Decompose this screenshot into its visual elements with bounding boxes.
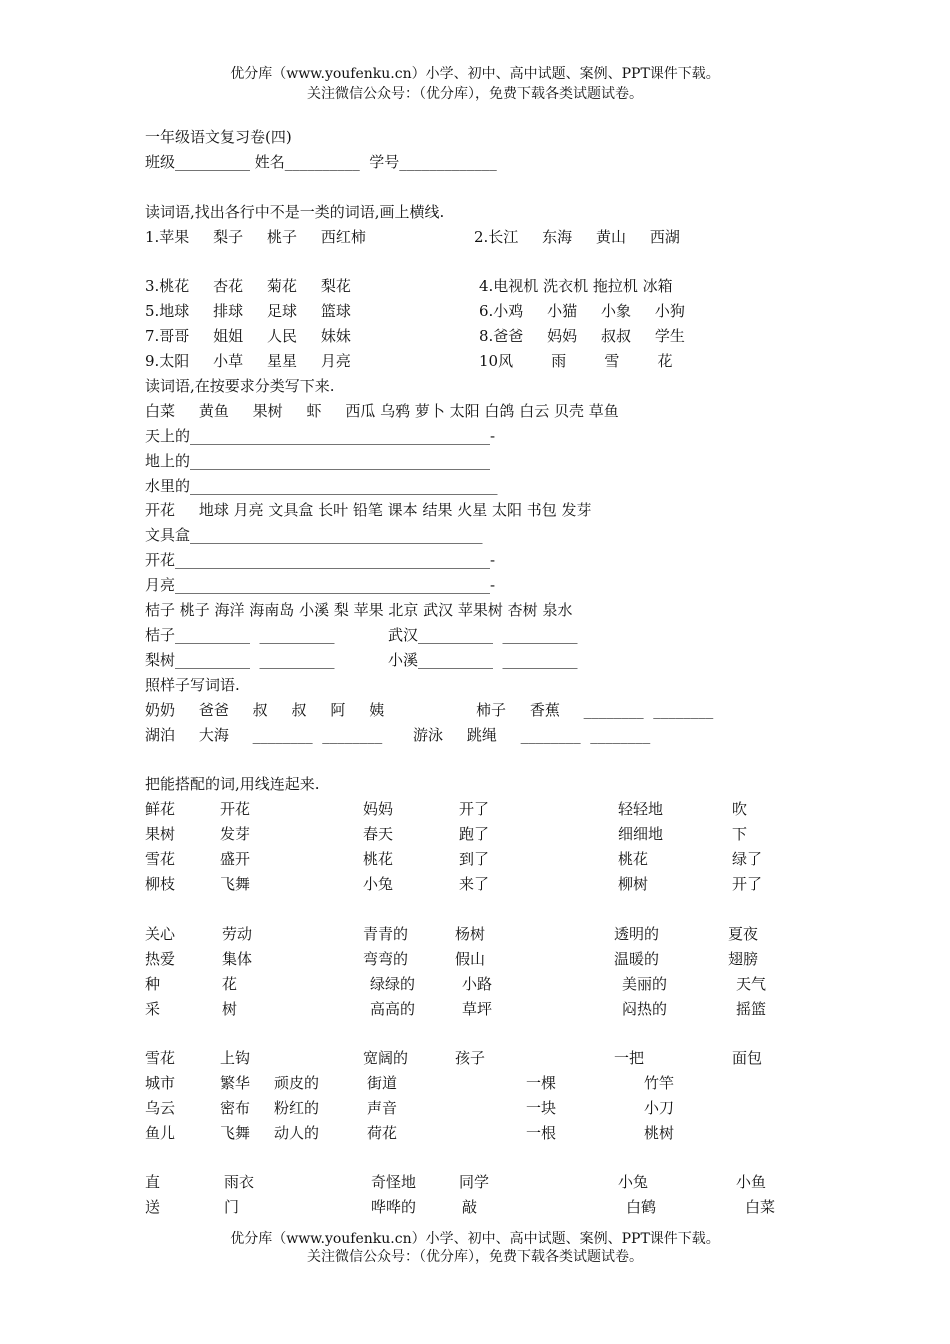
sec3-row-2-right: 游泳 跳绳 ________ ________ bbox=[413, 726, 651, 744]
sec1-row-4-right: 8.爸爸 妈妈 叔叔 学生 bbox=[479, 327, 685, 345]
match-word-g4-r1-c1: 直 bbox=[145, 1173, 161, 1191]
section-2-instruction: 读词语,在按要求分类写下来. bbox=[145, 377, 335, 395]
match-word-g3-r1-c5: 一把 bbox=[614, 1049, 645, 1067]
match-word-g4-r2-c3: 哗哗的 bbox=[371, 1198, 417, 1216]
match-word-g2-r1-c3: 青青的 bbox=[363, 925, 409, 943]
match-word-g2-r2-c1: 热爱 bbox=[145, 950, 176, 968]
match-word-g1-r2-c2: 发芽 bbox=[220, 825, 251, 843]
match-word-g3-r1-c6: 面包 bbox=[732, 1049, 763, 1067]
sec1-row-2-left: 3.桃花 杏花 菊花 梨花 bbox=[145, 277, 351, 295]
match-word-g2-r4-c2: 树 bbox=[222, 1000, 238, 1018]
match-word-g2-r3-c4: 小路 bbox=[462, 975, 493, 993]
match-word-g1-r4-c1: 柳枝 bbox=[145, 875, 176, 893]
match-word-g1-r4-c6: 开了 bbox=[732, 875, 763, 893]
sec2-blank-bloom: 开花__________________________________________- bbox=[145, 551, 496, 569]
match-word-g2-r4-c4: 草坪 bbox=[462, 1000, 493, 1018]
match-word-g1-r2-c1: 果树 bbox=[145, 825, 176, 843]
match-word-g1-r2-c3: 春天 bbox=[363, 825, 394, 843]
match-word-g1-r1-c3: 妈妈 bbox=[363, 800, 394, 818]
match-word-g3-r4-c3: 动人的 bbox=[274, 1124, 320, 1142]
match-word-g4-r1-c6: 小鱼 bbox=[736, 1173, 767, 1191]
match-word-g2-r1-c2: 劳动 bbox=[222, 925, 253, 943]
match-word-g3-r2-c6: 竹竿 bbox=[644, 1074, 675, 1092]
match-word-g2-r1-c6: 夏夜 bbox=[728, 925, 759, 943]
match-word-g1-r4-c5: 柳树 bbox=[618, 875, 649, 893]
sec3-row-1-left: 奶奶 爸爸 叔 叔 阿 姨 bbox=[145, 701, 385, 719]
sec1-row-1-left: 1.苹果 梨子 桃子 西红柿 bbox=[145, 228, 366, 246]
worksheet-title: 一年级语文复习卷(四) bbox=[145, 128, 292, 146]
match-word-g2-r3-c6: 天气 bbox=[736, 975, 767, 993]
sec1-row-3-left: 5.地球 排球 足球 篮球 bbox=[145, 302, 351, 320]
match-word-g4-r1-c2: 雨衣 bbox=[224, 1173, 255, 1191]
match-word-g4-r2-c1: 送 bbox=[145, 1198, 161, 1216]
match-word-g2-r4-c1: 采 bbox=[145, 1000, 161, 1018]
match-word-g3-r3-c2: 密布 bbox=[220, 1099, 251, 1117]
match-word-g1-r4-c3: 小兔 bbox=[363, 875, 394, 893]
match-word-g1-r2-c6: 下 bbox=[732, 825, 748, 843]
sec2-blank-wuhan-right: 武汉__________ __________ bbox=[388, 626, 578, 644]
match-word-g2-r2-c3: 弯弯的 bbox=[363, 950, 409, 968]
match-word-g3-r3-c6: 小刀 bbox=[644, 1099, 675, 1117]
match-word-g2-r4-c6: 摇篮 bbox=[736, 1000, 767, 1018]
match-word-g4-r1-c5: 小兔 bbox=[618, 1173, 649, 1191]
sec1-row-1-right: 2.长江 东海 黄山 西湖 bbox=[474, 228, 680, 246]
sec1-row-5-left: 9.太阳 小草 星星 月亮 bbox=[145, 352, 351, 370]
match-word-g3-r3-c4: 声音 bbox=[367, 1099, 398, 1117]
page-header-line-1: 优分库（www.youfenku.cn）小学、初中、高中试题、案例、PPT课件下载。 bbox=[230, 66, 720, 82]
match-word-g3-r1-c1: 雪花 bbox=[145, 1049, 176, 1067]
match-word-g1-r1-c2: 开花 bbox=[220, 800, 251, 818]
match-word-g4-r1-c3: 奇怪地 bbox=[371, 1173, 417, 1191]
match-word-g3-r2-c1: 城市 bbox=[145, 1074, 176, 1092]
match-word-g3-r2-c4: 街道 bbox=[367, 1074, 398, 1092]
match-word-g3-r2-c3: 顽皮的 bbox=[274, 1074, 320, 1092]
sec1-row-5-right: 10风 雨 雪 花 bbox=[479, 352, 673, 370]
match-word-g1-r3-c1: 雪花 bbox=[145, 850, 176, 868]
sec2-blank-pear-tree-left: 梨树__________ __________ bbox=[145, 651, 335, 669]
sec2-blank-water: 水里的_________________________________________ bbox=[145, 477, 498, 495]
match-word-g1-r4-c2: 飞舞 bbox=[220, 875, 251, 893]
section-4-instruction: 把能搭配的词,用线连起来. bbox=[145, 775, 320, 793]
match-word-g2-r1-c5: 透明的 bbox=[614, 925, 660, 943]
match-word-g1-r3-c2: 盛开 bbox=[220, 850, 251, 868]
match-word-g3-r1-c3: 宽阔的 bbox=[363, 1049, 409, 1067]
match-word-g2-r3-c5: 美丽的 bbox=[622, 975, 668, 993]
match-word-g3-r4-c5: 一根 bbox=[526, 1124, 557, 1142]
match-word-g3-r3-c1: 乌云 bbox=[145, 1099, 176, 1117]
match-word-g2-r1-c4: 杨树 bbox=[455, 925, 486, 943]
sec2-blank-stationery: 文具盒_______________________________________ bbox=[145, 526, 483, 544]
match-word-g1-r2-c4: 跑了 bbox=[459, 825, 490, 843]
match-word-g1-r3-c6: 绿了 bbox=[732, 850, 763, 868]
match-word-g2-r2-c2: 集体 bbox=[222, 950, 253, 968]
match-word-g3-r1-c2: 上钩 bbox=[220, 1049, 251, 1067]
match-word-g2-r4-c5: 闷热的 bbox=[622, 1000, 668, 1018]
match-word-g1-r1-c5: 轻轻地 bbox=[618, 800, 664, 818]
page-header-line-2: 关注微信公众号：（优分库），免费下载各类试题试卷。 bbox=[307, 86, 643, 102]
match-word-g2-r3-c3: 绿绿的 bbox=[370, 975, 416, 993]
sec2-blank-moon: 月亮__________________________________________- bbox=[145, 576, 496, 594]
match-word-g1-r1-c1: 鲜花 bbox=[145, 800, 176, 818]
match-word-g1-r1-c4: 开了 bbox=[459, 800, 490, 818]
match-word-g2-r4-c3: 高高的 bbox=[370, 1000, 416, 1018]
sec1-row-4-left: 7.哥哥 姐姐 人民 妹妹 bbox=[145, 327, 351, 345]
section-3-instruction: 照样子写词语. bbox=[145, 676, 240, 694]
match-word-g4-r1-c4: 同学 bbox=[459, 1173, 490, 1191]
student-info-line: 班级__________ 姓名__________ 学号_____________ bbox=[145, 153, 497, 171]
match-word-g2-r2-c6: 翅膀 bbox=[728, 950, 759, 968]
match-word-g3-r2-c2: 繁华 bbox=[220, 1074, 251, 1092]
sec2-word-list-2: 开花 地球 月亮 文具盒 长叶 铅笔 课本 结果 火星 太阳 书包 发芽 bbox=[145, 501, 592, 519]
sec1-row-3-right: 6.小鸡 小猫 小象 小狗 bbox=[479, 302, 685, 320]
match-word-g3-r3-c5: 一块 bbox=[526, 1099, 557, 1117]
sec2-blank-stream-right: 小溪__________ __________ bbox=[388, 651, 578, 669]
sec3-row-1-right: 柿子 香蕉 ________ ________ bbox=[476, 701, 714, 719]
match-word-g2-r2-c5: 温暖的 bbox=[614, 950, 660, 968]
section-1-instruction: 读词语,找出各行中不是一类的词语,画上横线. bbox=[145, 203, 445, 221]
match-word-g4-r2-c6: 白菜 bbox=[745, 1198, 776, 1216]
match-word-g1-r3-c4: 到了 bbox=[459, 850, 490, 868]
page-footer-line-1: 优分库（www.youfenku.cn）小学、初中、高中试题、案例、PPT课件下载。 bbox=[230, 1231, 720, 1247]
match-word-g4-r2-c4: 敲 bbox=[462, 1198, 478, 1216]
match-word-g1-r4-c4: 来了 bbox=[459, 875, 490, 893]
match-word-g2-r3-c1: 种 bbox=[145, 975, 161, 993]
match-word-g1-r3-c5: 桃花 bbox=[618, 850, 649, 868]
sec1-row-2-right: 4.电视机 洗衣机 拖拉机 冰箱 bbox=[479, 277, 673, 295]
match-word-g3-r4-c1: 鱼儿 bbox=[145, 1124, 176, 1142]
sec2-blank-ground: 地上的________________________________________ bbox=[145, 452, 491, 470]
match-word-g3-r4-c2: 飞舞 bbox=[220, 1124, 251, 1142]
sec2-word-list-3: 桔子 桃子 海洋 海南岛 小溪 梨 苹果 北京 武汉 苹果树 杏树 泉水 bbox=[145, 601, 573, 619]
match-word-g3-r4-c4: 荷花 bbox=[367, 1124, 398, 1142]
sec2-blank-orange-left: 桔子__________ __________ bbox=[145, 626, 335, 644]
match-word-g3-r4-c6: 桃树 bbox=[644, 1124, 675, 1142]
match-word-g1-r1-c6: 吹 bbox=[732, 800, 748, 818]
match-word-g4-r2-c2: 门 bbox=[224, 1198, 240, 1216]
match-word-g1-r3-c3: 桃花 bbox=[363, 850, 394, 868]
sec3-row-2-left: 湖泊 大海 ________ ________ bbox=[145, 726, 383, 744]
match-word-g2-r2-c4: 假山 bbox=[455, 950, 486, 968]
match-word-g1-r2-c5: 细细地 bbox=[618, 825, 664, 843]
match-word-g2-r3-c2: 花 bbox=[222, 975, 238, 993]
page-footer-line-2: 关注微信公众号：（优分库），免费下载各类试题试卷。 bbox=[307, 1249, 643, 1265]
sec2-word-list-1: 白菜 黄鱼 果树 虾 西瓜 乌鸦 萝卜 太阳 白鸽 白云 贝壳 草鱼 bbox=[145, 402, 619, 420]
sec2-blank-sky: 天上的________________________________________- bbox=[145, 427, 496, 445]
match-word-g4-r2-c5: 白鹤 bbox=[626, 1198, 657, 1216]
match-word-g3-r3-c3: 粉红的 bbox=[274, 1099, 320, 1117]
match-word-g3-r1-c4: 孩子 bbox=[455, 1049, 486, 1067]
match-word-g3-r2-c5: 一棵 bbox=[526, 1074, 557, 1092]
match-word-g2-r1-c1: 关心 bbox=[145, 925, 176, 943]
